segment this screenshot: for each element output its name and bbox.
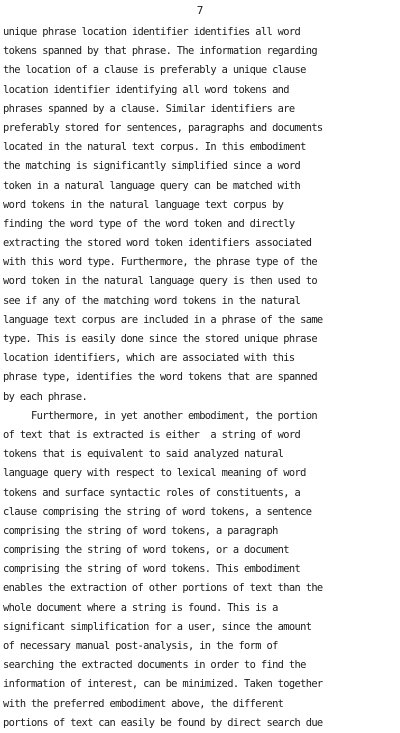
text-line: with this word type. Furthermore, the phrase type of the [3,256,317,269]
text-line: portions of text can easily be found by direct search due [3,716,323,729]
text-line: see if any of the matching word tokens in the natural [3,294,301,307]
text-line: token in a natural language query can be matched with [3,179,301,192]
text-line: whole document where a string is found. This is a [3,601,278,614]
text-line: location identifier identifying all word tokens and [3,83,289,96]
text-line: significant simplification for a user, since the amount [3,620,312,633]
text-line: searching the extracted documents in order to find the [3,659,306,672]
text-line: finding the word type of the word token and directly [3,217,295,230]
text-line: unique phrase location identifier identifies all word [3,26,301,38]
text-line: language query with respect to lexical meaning of word [3,467,306,480]
text-line: extracting the stored word token identifiers associated [3,237,312,250]
text-line: the matching is significantly simplified since a word [3,160,301,173]
text-line: clause comprising the string of word tokens, a sentence [3,505,312,518]
text-line: language text corpus are included in a phrase of the same [3,313,323,326]
text-line: by each phrase. [3,390,88,403]
text-line: the location of a clause is preferably a unique clause [3,64,306,77]
text-line: information of interest, can be minimized. Taken together [3,678,323,691]
text-line: type. This is easily done since the stored unique phrase [3,333,317,345]
text-line: tokens spanned by that phrase. The information regarding [3,45,317,58]
text-line: location identifiers, which are associated with this [3,352,295,365]
body-text [3,23,400,733]
text-line: enables the extraction of other portions of text than the [3,582,323,595]
text-line: Furthermore, in yet another embodiment, the portion [3,409,317,422]
text-line: located in the natural text corpus. In this embodiment [3,141,306,154]
text-line: phrase type, identifies the word tokens that are spanned [3,371,317,384]
text-line: word tokens in the natural language text corpus by [3,198,284,211]
page-number: 7 [196,4,204,17]
text-line: preferably stored for sentences, paragraphs and documents [3,121,323,134]
text-line: with the preferred embodiment above, the different [3,697,284,710]
text-line: tokens that is equivalent to said analyzed natural [3,448,284,461]
text-line: comprising the string of word tokens, a paragraph [3,524,278,537]
text-line: phrases spanned by a clause. Similar identifiers are [3,102,295,115]
text-line: tokens and surface syntactic roles of constituents, a [3,486,301,499]
text-line: comprising the string of word tokens, or a document [3,544,289,557]
text-line: of necessary manual post-analysis, in the form of [3,640,278,652]
text-line: of text that is extracted is either a string of word [3,428,301,441]
text-line: comprising the string of word tokens. This embodiment [3,563,301,576]
text-line: word token in the natural language query is then used to [3,275,317,288]
